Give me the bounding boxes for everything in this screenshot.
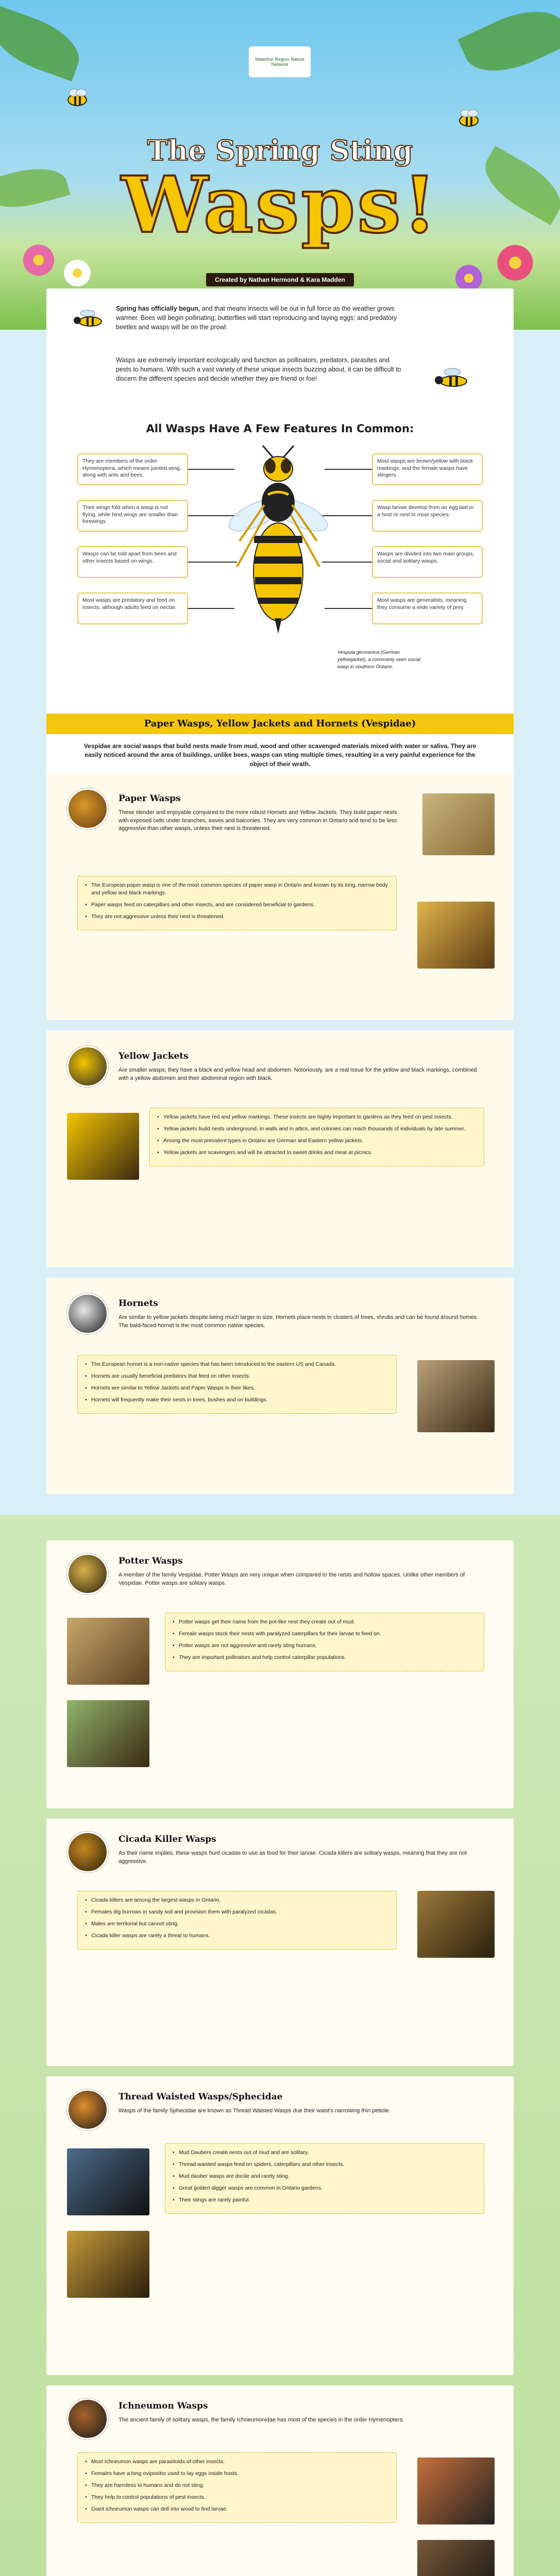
species-card-paper-wasps	[46, 773, 514, 1020]
intro-rest: and that means insects will be out in full force as the weather grows warmer. Bees will begin pollinating; butterflies will start reproducing and laying eggs; and predatory beetles and wasps will be on the prowl.	[116, 305, 397, 331]
fact-item: • The European hornet is a non-native species that has been introduced to the eastern US and Canada.	[85, 1361, 389, 1368]
facts-box	[77, 876, 397, 930]
organization-logo: Waterloo Region Nature Network	[249, 46, 311, 77]
feature-box: Wasp larvae develop from an egg laid in a host or nest in most species.	[372, 500, 483, 532]
intro-bold-lead: Spring has officially begun,	[116, 305, 200, 312]
features-heading: All Wasps Have A Few Features In Common:	[146, 422, 414, 435]
fact-item: • Female wasps stock their nests with paralyzed caterpillars for their larvae to feed on.	[173, 1630, 477, 1638]
wasp-illustration	[224, 443, 332, 659]
fact-item: • Females dig burrows in sandy soil and provision them with paralyzed cicadas.	[85, 1908, 389, 1916]
cicada-killer-photo-2	[417, 1891, 495, 1958]
hornet-nest-photo	[417, 1360, 495, 1432]
ichneumon-photo-2	[417, 2458, 495, 2524]
species-title: Thread Waisted Wasps/Sphecidae	[118, 2092, 283, 2102]
fact-item: • Yellow jackets are scavengers and will be attracted to sweet drinks and meat at picnics.	[157, 1149, 477, 1157]
species-title: Hornets	[118, 1298, 158, 1309]
fact-item: • Potter wasps are not aggressive and rarely sting humans.	[173, 1642, 477, 1650]
title-main: Wasps!	[121, 160, 439, 250]
fact-item: • They help to control populations of pest insects.	[85, 2494, 389, 2501]
fact-item: • Cicada killers are among the largest wasps in Ontario.	[85, 1896, 389, 1904]
fact-item: • Paper wasps feed on caterpillars and other insects, and are considered beneficial to gardens.	[85, 901, 389, 909]
potter-wasp-photo	[67, 1553, 108, 1595]
title-subheading: The Spring Sting	[147, 134, 413, 167]
potter-wasp-photo-2	[67, 1700, 149, 1767]
species-description: Are smaller wasps; they have a black and yellow head and abdomen. Notoriously, are a real issue for the yellow and black markings, combined with a yellow abdomen and their abdominal region with black.	[118, 1067, 477, 1081]
bee-icon	[62, 88, 93, 108]
fact-item: • Females have a long ovipositor used to lay eggs inside hosts.	[85, 2470, 389, 2478]
facts-box	[77, 1891, 397, 1950]
species-card-hornets	[46, 1278, 514, 1494]
feature-box: Their wings fold when a wasp is not flying, while hind wings are smaller than forewings.	[77, 500, 188, 532]
species-card-cicada-killer	[46, 1819, 514, 2066]
fact-item: • They are important pollinators and help control caterpillar populations.	[173, 1654, 477, 1662]
fact-item: • Yellow jackets build nests underground, in walls and in attics, and colonies can reach thousands of individuals by late summer.	[157, 1125, 477, 1133]
bee-icon	[453, 108, 484, 129]
flower-decoration	[21, 242, 57, 278]
feature-box: Most wasps are predatory and feed on insects, although adults feed on nectar.	[77, 592, 188, 624]
species-description: A member of the family Vespidae, Potter Wasps are very unique when compared to the nests and hollow spaces. Unlike other members of Vespidae, Potter wasps are solitary wasps.	[118, 1572, 465, 1586]
species-card-ichneumon	[46, 2385, 514, 2576]
ichneumon-photo-3	[417, 2540, 495, 2576]
species-description: The ancient family of solitary wasps, the family Ichneumonidae has most of the species in the order Hymenoptera.	[118, 2417, 404, 2423]
fact-item: • Cicada killer wasps are rarely a threat to humans.	[85, 1932, 389, 1940]
fact-item: • They are not aggressive unless their nest is threatened.	[85, 913, 389, 921]
species-title: Cicada Killer Wasps	[118, 1834, 216, 1844]
feature-box: Wasps can be told apart from bees and other insects based on wings.	[77, 546, 188, 578]
fact-item: • Males are territorial but cannot sting.	[85, 1920, 389, 1928]
fact-item: • Hornets are similar to Yellow Jackets and Paper Wasps in their likes.	[85, 1384, 389, 1392]
fact-item: • Among the most prevalent types in Ontario are German and Eastern yellow jackets.	[157, 1137, 477, 1145]
fact-item: • Hornets are usually beneficial predators that feed on other insects.	[85, 1372, 389, 1380]
wasp-icon	[67, 304, 108, 335]
fact-item: • Thread waisted wasps feed on spiders, caterpillars and other insects.	[173, 2161, 477, 2168]
author-credit: Created by Nathan Hermond & Kara Madden	[206, 273, 354, 286]
fact-item: • Mud dauber wasps are docile and rarely sting.	[173, 2173, 477, 2180]
intro-paragraph-2: Wasps are extremely important ecologically and function as pollinators, predators, parasites and pests to humans. With such a vast variety of these unique insects buzzing about, it can be difficult to discern the different species and decide whether they are friend or foe!	[116, 357, 401, 383]
ichneumon-photo	[67, 2398, 108, 2439]
yellow-jacket-photo-2	[67, 1113, 139, 1180]
facts-box	[77, 2452, 397, 2523]
species-title: Yellow Jackets	[118, 1051, 189, 1061]
facts-box	[77, 1355, 397, 1414]
species-description: As their name implies, these wasps hunt cicadas to use as food for their larvae. Cicada killers are solitary wasps, meaning that they are not aggressive.	[118, 1850, 467, 1865]
title-block	[113, 46, 447, 283]
wasp-caption: Vespula germanica (German yellowjacket), a commonly seen social wasp in southern Ontario.	[337, 650, 421, 670]
species-title: Paper Wasps	[118, 793, 181, 804]
yellow-jacket-photo	[67, 1046, 108, 1087]
digger-wasp-photo	[67, 2231, 149, 2298]
thread-waisted-photo	[67, 2089, 108, 2130]
feature-box: Most wasps are brown/yellow with black markings, and the female wasps have stingers.	[372, 453, 483, 485]
fact-item: • The European paper wasp is one of the most common species of paper wasp in Ontario and known by its long, narrow body and yellow and black markings.	[85, 882, 389, 897]
wasp-icon	[428, 361, 479, 397]
fact-item: • They are harmless to humans and do not sting.	[85, 2482, 389, 2489]
fact-item: • Giant ichneumon wasps can drill into wood to find larvae.	[85, 2505, 389, 2513]
facts-box	[165, 1613, 484, 1671]
feature-box: Most wasps are generalists, meaning they consume a wide variety of prey.	[372, 592, 483, 624]
fact-item: • Potter wasps get their name from the pot-like nest they create out of mud.	[173, 1618, 477, 1626]
flower-decoration	[495, 242, 536, 283]
flower-decoration	[62, 258, 93, 289]
feature-box: They are members of the order Hymenoptera, which means jointed wing, along with ants and bees.	[77, 453, 188, 485]
species-card-yellow-jackets	[46, 1030, 514, 1267]
fact-item: • Hornets will frequently make their nests in trees, bushes and on buildings.	[85, 1396, 389, 1404]
fact-item: • Yellow jackets have red and yellow markings. These insects are highly important to gardens as they feed on pest insects.	[157, 1113, 477, 1121]
species-description: Wasps of the family Sphecidae are known as Thread Waisted Wasps due their waist's narrowing thin petiole.	[118, 2108, 391, 2114]
intro-paragraph-1	[116, 304, 404, 332]
species-card-thread-waisted	[46, 2076, 514, 2375]
species-description: Are similar to yellow jackets despite being much larger in size. Hornets place nests in clusters of trees, shrubs and can be found around homes. The bald-faced hornet is the most common native species.	[118, 1314, 479, 1329]
species-card-potter-wasps	[46, 1540, 514, 1808]
cicada-killer-photo	[67, 1832, 108, 1873]
paper-wasp-photo	[67, 788, 108, 829]
paper-wasp-photo-2	[417, 902, 495, 969]
facts-box	[149, 1108, 484, 1166]
mud-dauber-photo	[67, 2148, 149, 2215]
fact-item: • Great golden digger wasps are common in Ontario gardens.	[173, 2184, 477, 2192]
species-title: Ichneumon Wasps	[118, 2401, 208, 2411]
feature-box: Wasps are divided into two main groups, social and solitary wasps.	[372, 546, 483, 578]
species-description: These slender and enjoyable compared to the more robust Hornets and Yellow Jackets. They build paper nests with exposed cells under branches, eaves and balconies. They are very common in Ontario and tend to be less aggressive than other wasps, unless their nest is threatened.	[118, 809, 397, 832]
paper-wasp-nest-photo	[422, 793, 495, 855]
fact-item: • Mud Daubers create nests out of mud and are solitary.	[173, 2149, 477, 2157]
potter-nest-photo	[67, 1618, 149, 1685]
hornet-photo	[67, 1293, 108, 1334]
species-title: Potter Wasps	[118, 1556, 183, 1566]
fact-item: • Their stings are rarely painful.	[173, 2196, 477, 2204]
facts-box	[165, 2143, 484, 2214]
vespidae-intro: Vespidae are social wasps that build nests made from mud, wood and other scavenged materials mixed with water or saliva. They are easily noticed around the area of buildings, unlike bees, wasps can sting multiple times, resulting in a very painful experience for the object of their wrath.	[83, 742, 477, 768]
section-banner-vespidae: Paper Wasps, Yellow Jackets and Hornets (Vespidae)	[46, 714, 514, 734]
fact-item: • Most Ichneumon wasps are parasitoids of other insects.	[85, 2458, 389, 2466]
